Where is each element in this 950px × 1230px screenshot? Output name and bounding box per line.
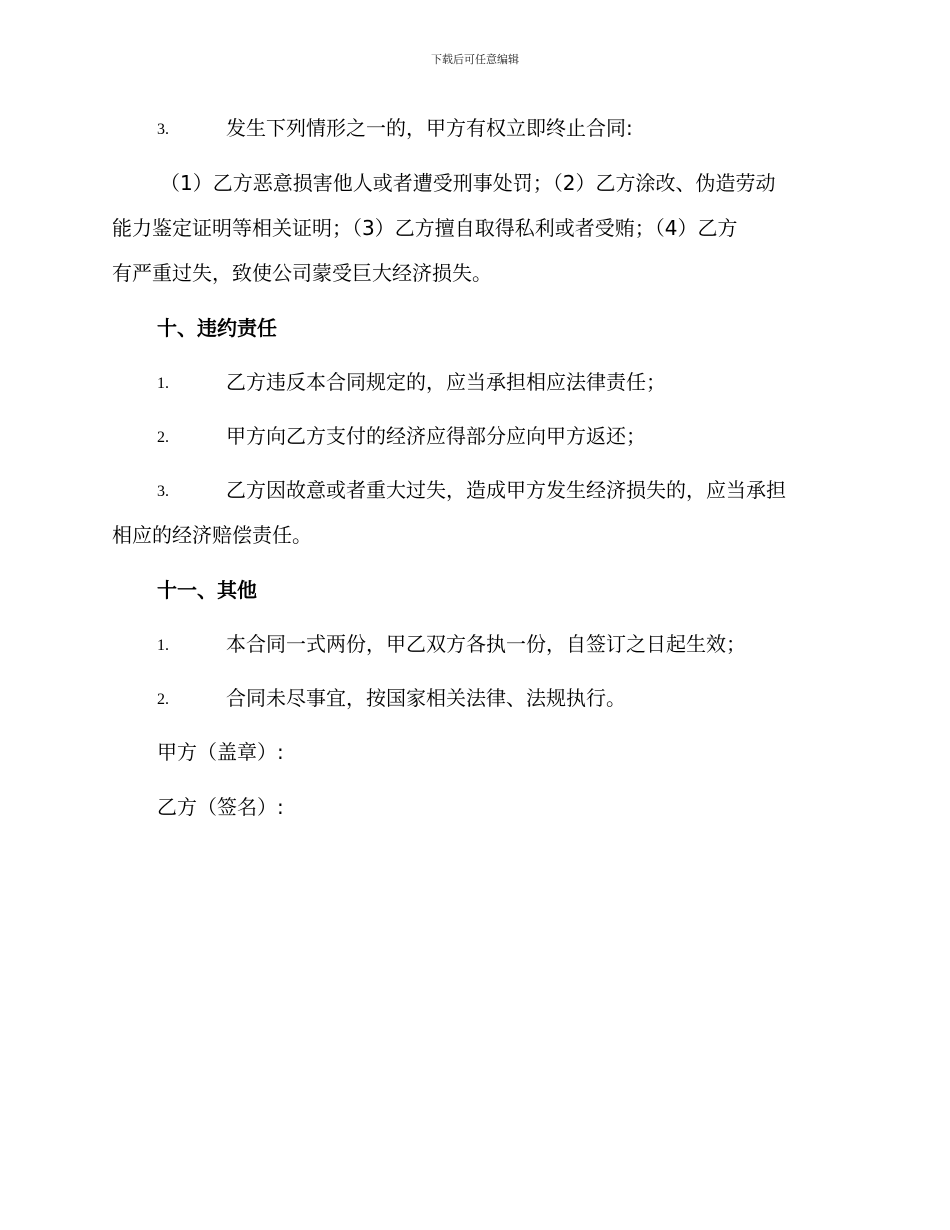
clause-text: 发生下列情形之一的，甲方有权立即终止合同:: [226, 116, 633, 140]
clause-number: 1.: [157, 637, 169, 654]
clause-number: 3.: [157, 483, 169, 500]
clause-number: 2.: [157, 691, 169, 708]
party-a-seal-line: 甲方（盖章）:: [157, 740, 284, 764]
clause-text: 本合同一式两份，甲乙双方各执一份，自签订之日起生效；: [226, 632, 746, 656]
clause-number: 2.: [157, 429, 169, 446]
clause-number: 1.: [157, 375, 169, 392]
clause-text: 乙方因故意或者重大过失，造成甲方发生经济损失的，应当承担: [226, 478, 786, 502]
section-heading-breach-liability: 十、违约责任: [157, 316, 277, 340]
clause-text: 合同未尽事宜，按国家相关法律、法规执行。: [226, 686, 626, 710]
page-header: 下载后可任意编辑: [431, 53, 519, 66]
clause-text: 乙方违反本合同规定的，应当承担相应法律责任；: [226, 370, 666, 394]
paragraph-line: （1）乙方恶意损害他人或者遭受刑事处罚；（2）乙方涂改、伪造劳动: [160, 171, 776, 195]
clause-continuation: 相应的经济赔偿责任。: [112, 523, 312, 547]
paragraph-line: 能力鉴定证明等相关证明；（3）乙方擅自取得私利或者受贿；（4）乙方: [112, 216, 738, 240]
clause-number: 3.: [157, 121, 169, 138]
clause-text: 甲方向乙方支付的经济应得部分应向甲方返还；: [226, 424, 646, 448]
section-heading-other: 十一、其他: [157, 578, 257, 602]
paragraph-line: 有严重过失，致使公司蒙受巨大经济损失。: [112, 261, 492, 285]
party-b-signature-line: 乙方（签名）:: [157, 795, 284, 819]
